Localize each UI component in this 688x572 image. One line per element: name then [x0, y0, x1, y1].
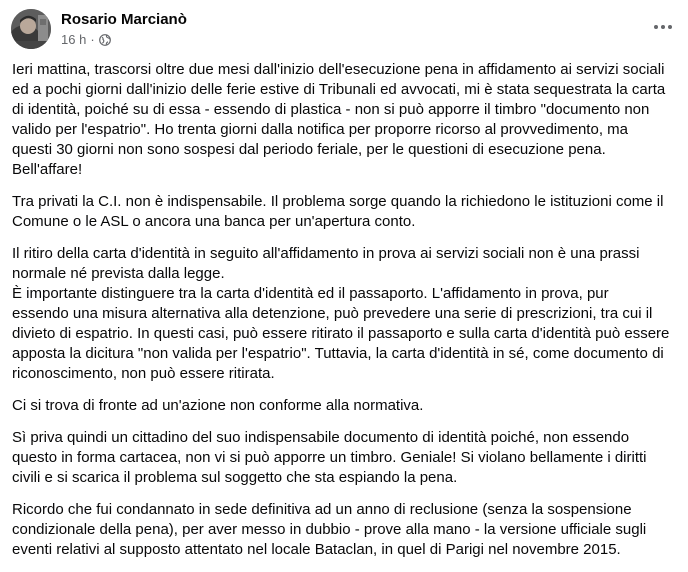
- avatar-image: [11, 9, 51, 49]
- post-header: [0, 0, 688, 60]
- more-horizontal-icon: [653, 17, 673, 35]
- post-paragraph: Ricordo che fui condannato in sede definitiva ad un anno di reclusione (senza la sospensione condizionale della pena), per aver messo in dubbio - prove alla mano - la versione ufficiale sugli eventi relativi al supposto attentato nel locale Bataclan, in quel di Parigi nel novembre 2015.: [12, 501, 647, 558]
- post-paragraph: Ci si trova di fronte ad un'azione non conforme alla normativa.: [12, 397, 424, 414]
- post-timestamp[interactable]: 16 h: [61, 32, 87, 47]
- post-meta: [61, 32, 111, 48]
- post-paragraph: Ieri mattina, trascorsi oltre due mesi dall'inizio dell'esecuzione pena in affidamento ai servizi sociali ed a pochi giorni dall'inizio delle ferie estive di Tribunali ed avvocati, mi è stata sequestrata la carta di identità, poiché su di essa - essendo di plastica - non si può apporre il timbro "documento non valido per l'espatrio". Ho trenta giorni dalla notifica per proporre ricorso al provvedimento, ma questi 30 giorni non sono sospesi dal periodo feriale, per le questioni di esecuzione pena. Bell'affare!: [12, 61, 666, 178]
- post-paragraph: Il ritiro della carta d'identità in seguito all'affidamento in prova ai servizi sociali non è una prassi normale né prevista dalla legge. È importante distinguere tra la carta d'identità ed il passaporto. L'affidamento in prova, pur essendo una misura alternativa alla detenzione, può prevedere una serie di prescrizioni, tra cui il divieto di espatrio. In questi casi, può essere ritirato il passaporto e sulla carta d'identità può essere apposta la dicitura "non valida per l'espatrio". Tuttavia, la carta d'identità in sé, come documento di riconoscimento, non può essere ritirata.: [12, 245, 670, 382]
- post-body: [12, 60, 680, 572]
- post-paragraph: Tra privati la C.I. non è indispensabile. Il problema sorge quando la richiedono le istituzioni come il Comune o le ASL o ancora una banca per un'apertura conto.: [12, 193, 664, 230]
- avatar[interactable]: [11, 9, 51, 49]
- meta-separator: ·: [90, 32, 95, 47]
- author-name[interactable]: Rosario Marcianò: [61, 11, 187, 28]
- globe-icon: [99, 34, 111, 46]
- post-paragraph: Sì priva quindi un cittadino del suo indispensabile documento di identità poiché, non essendo questo in forma cartacea, non vi si può apporre un timbro. Geniale! Si violano bellamente i diritti civili e si scarica il problema sul soggetto che sta espiando la pena.: [12, 429, 647, 486]
- more-options-button[interactable]: [649, 12, 677, 40]
